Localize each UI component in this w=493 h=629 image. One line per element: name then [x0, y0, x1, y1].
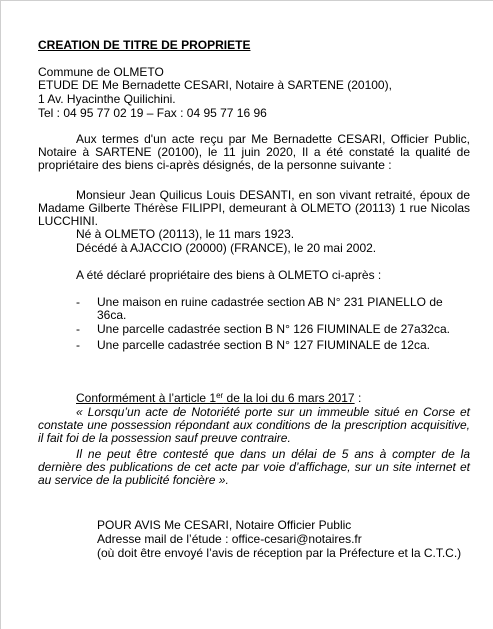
- law-heading-colon: :: [354, 391, 362, 405]
- law-quote-1: « Lorsqu’un acte de Notoriété porte sur un immeuble situé en Corse et constate une possession répondant aux conditions de la prescription acquisitive, il fait foi de la possession sauf preuve contraire.: [38, 405, 470, 445]
- law-heading-after: de la loi du 6 mars 2017: [223, 391, 355, 405]
- property-item: Une maison en ruine cadastrée section AB N° 231 PIANELLO de 36ca.: [97, 295, 443, 322]
- law-quote-2: Il ne peut être contesté que dans un délai de 5 ans à compter de la dernière des publications de cet acte par voie d’affichage, sur un site internet et au service de la publicité foncière ».: [38, 447, 470, 487]
- property-dash: -: [76, 322, 80, 336]
- document-title: CREATION DE TITRE DE PROPRIETE: [38, 38, 251, 52]
- avis-signature-line: POUR AVIS Me CESARI, Notaire Officier Public: [97, 518, 352, 532]
- commune-line: Commune de OLMETO: [38, 65, 164, 79]
- intro-paragraph: Aux termes d'un acte reçu par Me Bernadette CESARI, Officier Public, Notaire à SARTENE (20100), le 11 juin 2020, Il a été constaté la qualité de propriétaire des biens ci-après désignés, de la personne suivante :: [38, 132, 470, 172]
- avis-note: (où doit être envoyé l’avis de réception par la Préfecture et la C.T.C.): [97, 546, 462, 560]
- law-heading-before: Conformément à l’article 1: [76, 391, 217, 405]
- law-heading: [76, 392, 361, 405]
- law-heading-text: [76, 391, 355, 405]
- property-dash: -: [76, 295, 80, 309]
- phone-fax-line: Tel : 04 95 77 02 19 – Fax : 04 95 77 16 96: [38, 106, 267, 120]
- law-heading-sup: er: [216, 391, 224, 400]
- property-item: Une parcelle cadastrée section B N° 126 FIUMINALE de 27a32ca.: [97, 322, 450, 336]
- property-item: Une parcelle cadastrée section B N° 127 FIUMINALE de 12ca.: [97, 338, 430, 352]
- avis-email-line: Adresse mail de l’étude : office-cesari@notaires.fr: [97, 532, 362, 546]
- etude-line: ETUDE DE Me Bernadette CESARI, Notaire à SARTENE (20100),: [38, 78, 392, 92]
- declared-line: A été déclaré propriétaire des biens à OLMETO ci-après :: [76, 268, 382, 282]
- death-line: Décédé à AJACCIO (20000) (FRANCE), le 20 mai 2002.: [76, 241, 377, 255]
- birth-line: Né à OLMETO (20113), le 11 mars 1923.: [76, 227, 295, 241]
- property-dash: -: [76, 338, 80, 352]
- address-line: 1 Av. Hyacinthe Quilichini.: [38, 92, 176, 106]
- person-identity: Monsieur Jean Quilicus Louis DESANTI, en son vivant retraité, époux de Madame Gilberte Thérèse FILIPPI, demeurant à OLMETO (20113) 1 rue Nicolas LUCCHINI.: [38, 188, 470, 228]
